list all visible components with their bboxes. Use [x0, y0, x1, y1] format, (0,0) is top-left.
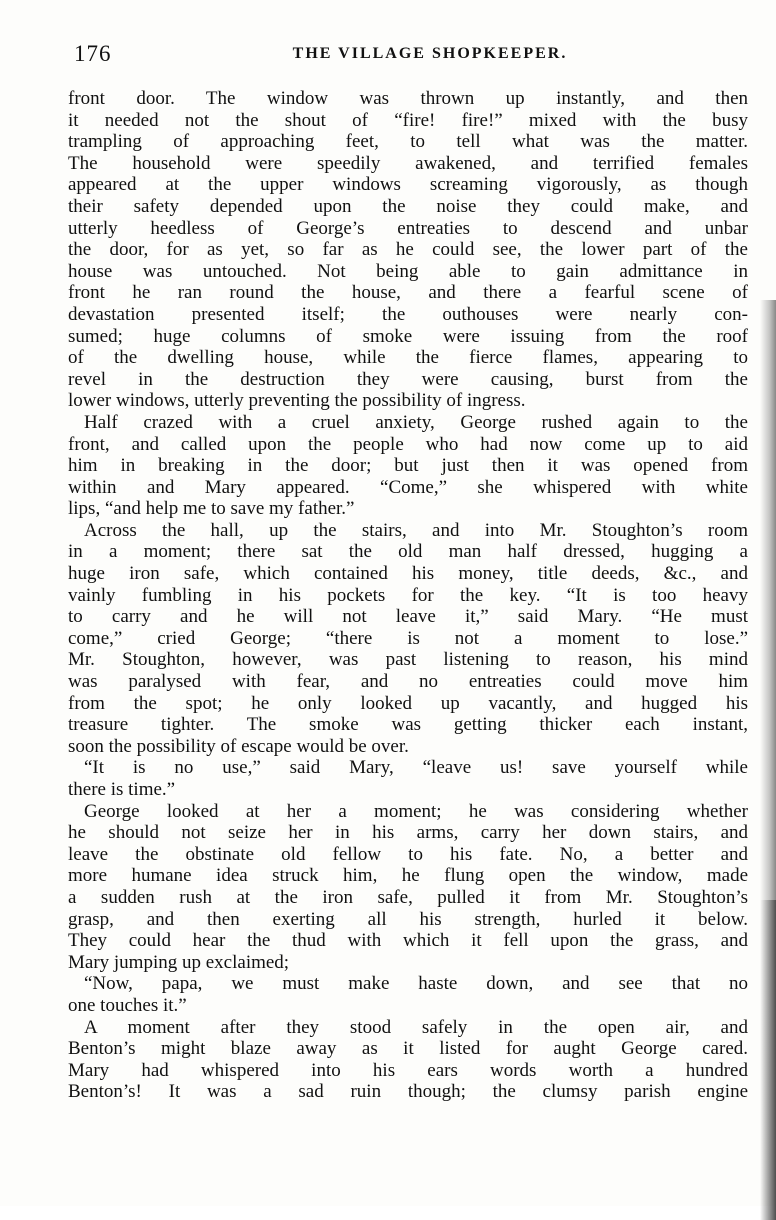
text-line: him in breaking in the door; but just then it was opened from [68, 455, 748, 477]
text-line: front, and called upon the people who had now come up to aid [68, 433, 748, 455]
text-line: huge iron safe, which contained his money, title deeds, &c., and [68, 563, 748, 585]
running-head: THE VILLAGE SHOPKEEPER. [292, 45, 568, 62]
text-line: treasure tighter. The smoke was getting thicker each instant, [68, 714, 748, 736]
text-line: lips, “and help me to save my father.” [68, 498, 355, 520]
text-line: The household were speedily awakened, and terrified females [68, 152, 748, 174]
page-edge-shadow [760, 300, 776, 900]
text-line: to carry and he will not leave it,” said Mary. “He must [68, 606, 748, 628]
text-line: Half crazed with a cruel anxiety, George rushed again to the [84, 411, 748, 433]
text-line: front door. The window was thrown up instantly, and then [68, 88, 748, 109]
body-text [68, 88, 748, 1103]
text-line: vainly fumbling in his pockets for the key. “It is too heavy [68, 584, 748, 606]
text-line: leave the obstinate old fellow to his fate. No, a better and [68, 843, 748, 865]
text-line: their safety depended upon the noise they could make, and [68, 195, 748, 217]
text-line: he should not seize her in his arms, carry her down stairs, and [68, 822, 748, 844]
text-line: lower windows, utterly preventing the possibility of ingress. [68, 390, 526, 412]
page-edge-shadow-lower [760, 900, 776, 1220]
page-header [74, 40, 746, 68]
text-line: in a moment; there sat the old man half dressed, hugging a [68, 541, 748, 563]
text-line: revel in the destruction they were causing, burst from the [68, 368, 748, 390]
text-line: devastation presented itself; the outhouses were nearly con- [68, 303, 748, 325]
text-line: of the dwelling house, while the fierce flames, appearing to [68, 347, 748, 369]
text-line: Mary jumping up exclaimed; [68, 951, 290, 973]
text-line: trampling of approaching feet, to tell what was the matter. [68, 131, 748, 153]
text-line: Across the hall, up the stairs, and into Mr. Stoughton’s room [84, 519, 748, 541]
text-line: George looked at her a moment; he was considering whether [84, 800, 748, 822]
text-line: soon the possibility of escape would be over. [68, 735, 409, 757]
text-line: utterly heedless of George’s entreaties to descend and unbar [68, 217, 748, 239]
text-line: Mary had whispered into his ears words worth a hundred [68, 1059, 748, 1081]
text-line: front he ran round the house, and there a fearful scene of [68, 282, 748, 304]
text-line: it needed not the shout of “fire! fire!” mixed with the busy [68, 109, 748, 131]
text-line: one touches it.” [68, 994, 187, 1016]
text-line: house was untouched. Not being able to gain admittance in [68, 260, 748, 282]
text-line: was paralysed with fear, and no entreaties could move him [68, 671, 748, 693]
text-line: there is time.” [68, 779, 176, 800]
text-line: a sudden rush at the iron safe, pulled it from Mr. Stoughton’s [68, 886, 748, 908]
text-line: They could hear the thud with which it fell upon the grass, and [68, 930, 748, 952]
text-line: come,” cried George; “there is not a moment to lose.” [68, 627, 748, 649]
text-line: “Now, papa, we must make haste down, and see that no [84, 973, 748, 995]
text-line: appeared at the upper windows screaming vigorously, as though [68, 174, 748, 196]
text-line: “It is no use,” said Mary, “leave us! save yourself while [84, 757, 748, 779]
text-line: Benton’s might blaze away as it listed for aught George cared. [68, 1038, 748, 1060]
text-line: grasp, and then exerting all his strength, hurled it below. [68, 908, 748, 930]
text-line: more humane idea struck him, he flung open the window, made [68, 865, 748, 887]
text-line: the door, for as yet, so far as he could see, the lower part of the [68, 239, 748, 261]
text-line: within and Mary appeared. “Come,” she whispered with white [68, 476, 748, 498]
page-number: 176 [74, 41, 112, 66]
text-line: sumed; huge columns of smoke were issuing from the roof [68, 325, 748, 347]
text-line: Mr. Stoughton, however, was past listening to reason, his mind [68, 649, 748, 671]
text-line: A moment after they stood safely in the open air, and [84, 1016, 748, 1038]
text-line: from the spot; he only looked up vacantly, and hugged his [68, 692, 748, 714]
text-line: Benton’s! It was a sad ruin though; the clumsy parish engine [68, 1081, 748, 1103]
